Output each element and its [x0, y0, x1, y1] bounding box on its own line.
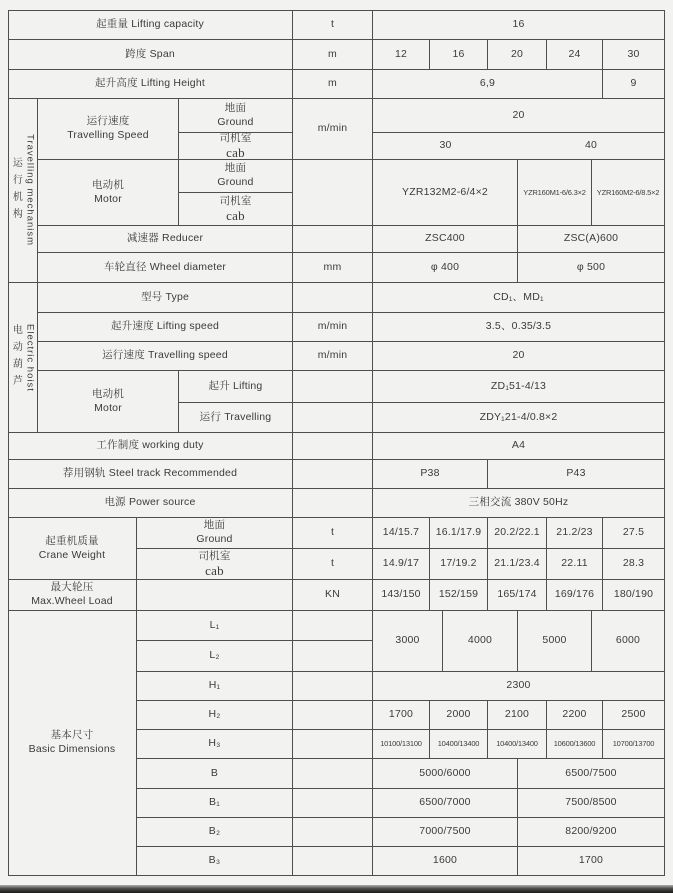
basic-dimensions-label-line-2: Basic Dimensions	[28, 743, 116, 755]
crane-weight-label	[8, 518, 137, 580]
span-value-2: 16	[430, 40, 488, 70]
crane-weight-ground-value-1: 14/15.7	[373, 518, 430, 549]
lifting-height-unit: m	[293, 70, 373, 99]
dim-h2-value-2: 2000	[430, 701, 488, 730]
hoist-travelling-speed-value: 20	[373, 342, 665, 371]
hoist-travelling-speed-unit: m/min	[293, 342, 373, 371]
wheel-diameter-value-2: φ 500	[518, 253, 665, 283]
dim-l1-unit	[293, 611, 373, 641]
max-wheel-load-unit: KN	[293, 580, 373, 611]
dim-h2-value-4: 2200	[547, 701, 603, 730]
crane-weight-ground-label-line-1: 地面	[203, 519, 226, 532]
section-travelling-mechanism	[8, 99, 38, 283]
steel-track-label: 荐用钢轨 Steel track Recommended	[8, 460, 293, 489]
hoist-motor-travelling-unit	[293, 403, 373, 433]
travel-motor-value-1: YZR132M2-6/4×2	[373, 160, 518, 226]
travel-motor-ground-label-line-1: 地面	[224, 162, 247, 175]
travelling-speed-ground-label	[179, 99, 293, 133]
hoist-type-label: 型号 Type	[38, 283, 293, 313]
max-wheel-load-label-line-1: 最大轮压	[50, 581, 94, 594]
dim-l-value-4: 6000	[592, 611, 665, 672]
dim-b2-value-2: 8200/9200	[518, 818, 665, 847]
dim-b3-unit	[293, 847, 373, 876]
dim-h3-value-4: 10600/13600	[547, 730, 603, 759]
dim-b1-label: B₁	[137, 789, 293, 818]
travelling-speed-label	[38, 99, 179, 160]
page-bottom-edge	[0, 885, 673, 893]
travel-motor-ground-label-line-2: Ground	[217, 176, 254, 188]
travel-motor-cab-label	[179, 193, 293, 226]
dim-b2-label: B₂	[137, 818, 293, 847]
max-wheel-load-value-2: 152/159	[430, 580, 488, 611]
dim-h1-value: 2300	[373, 672, 665, 701]
dim-b3-value-2: 1700	[518, 847, 665, 876]
dim-b-unit	[293, 759, 373, 789]
crane-weight-ground-value-3: 20.2/22.1	[488, 518, 547, 549]
wheel-diameter-value-1: φ 400	[373, 253, 518, 283]
dim-h1-unit	[293, 672, 373, 701]
working-duty-label: 工作制度 working duty	[8, 433, 293, 460]
dim-h2-value-1: 1700	[373, 701, 430, 730]
max-wheel-load-value-5: 180/190	[603, 580, 665, 611]
crane-weight-ground-label	[137, 518, 293, 549]
lifting-capacity-unit: t	[293, 10, 373, 40]
crane-weight-cab-value-4: 22.11	[547, 549, 603, 580]
dim-h3-value-5: 10700/13700	[603, 730, 665, 759]
lifting-capacity-value: 16	[373, 10, 665, 40]
travel-motor-value-2: YZR160M1-6/6.3×2	[518, 160, 592, 226]
dim-l-value-2: 4000	[443, 611, 518, 672]
dim-b-label: B	[137, 759, 293, 789]
working-duty-value: A4	[373, 433, 665, 460]
travel-motor-ground-label	[179, 160, 293, 193]
dim-h2-label: H₂	[137, 701, 293, 730]
crane-weight-cab-unit: t	[293, 549, 373, 580]
span-value-1: 12	[373, 40, 430, 70]
wheel-diameter-label: 车轮直径 Wheel diameter	[38, 253, 293, 283]
travel-motor-cab-label-line-1: 司机室	[219, 195, 252, 208]
crane-weight-ground-value-4: 21.2/23	[547, 518, 603, 549]
wheel-diameter-unit: mm	[293, 253, 373, 283]
power-source-value: 三相交流 380V 50Hz	[373, 489, 665, 518]
dim-l1-label: L₁	[137, 611, 293, 641]
travelling-speed-cab-label-line-2: cab	[226, 144, 245, 160]
span-value-4: 24	[547, 40, 603, 70]
hoist-motor-lifting-value: ZD₁51-4/13	[373, 371, 665, 403]
section-electric-hoist-en-text: Electric hoist	[24, 323, 36, 392]
travelling-speed-label-line-2: Travelling Speed	[67, 129, 149, 141]
travel-motor-cab-label-line-2: cab	[226, 207, 245, 223]
crane-weight-cab-value-2: 17/19.2	[430, 549, 488, 580]
dim-l-value-1: 3000	[373, 611, 443, 672]
working-duty-unit	[293, 433, 373, 460]
crane-weight-cab-label-line-2: cab	[205, 562, 224, 578]
dim-b-value-2: 6500/7500	[518, 759, 665, 789]
basic-dimensions-label-line-1: 基本尺寸	[50, 729, 94, 742]
crane-weight-cab-value-3: 21.1/23.4	[488, 549, 547, 580]
basic-dimensions-label	[8, 611, 137, 876]
reducer-unit	[293, 226, 373, 253]
dim-l2-label: L₂	[137, 641, 293, 672]
dim-h3-unit	[293, 730, 373, 759]
crane-weight-cab-label	[137, 549, 293, 580]
travelling-speed-unit: m/min	[293, 99, 373, 160]
dim-b-value-1: 5000/6000	[373, 759, 518, 789]
dim-h3-value-1: 10100/13100	[373, 730, 430, 759]
span-unit: m	[293, 40, 373, 70]
hoist-motor-lifting-unit	[293, 371, 373, 403]
travelling-speed-ground-value: 20	[373, 99, 665, 133]
crane-weight-cab-label-line-1: 司机室	[198, 550, 231, 563]
hoist-motor-lifting-label: 起升 Lifting	[179, 371, 293, 403]
dim-h3-label: H₃	[137, 730, 293, 759]
travel-motor-label-line-1: 电动机	[91, 178, 125, 191]
dim-b3-value-1: 1600	[373, 847, 518, 876]
span-label: 跨度 Span	[8, 40, 293, 70]
travelling-speed-ground-label-line-2: Ground	[217, 115, 254, 128]
hoist-motor-label-line-2: Motor	[94, 401, 122, 414]
lifting-capacity-label: 起重量 Lifting capacity	[8, 10, 293, 40]
hoist-motor-label	[38, 371, 179, 433]
dim-b2-unit	[293, 818, 373, 847]
crane-weight-ground-label-line-2: Ground	[196, 533, 233, 545]
dim-b2-value-1: 7000/7500	[373, 818, 518, 847]
travel-motor-unit	[293, 160, 373, 226]
lifting-height-value-2: 9	[603, 70, 665, 99]
lifting-height-label: 起升高度 Lifting Height	[8, 70, 293, 99]
travel-motor-label	[38, 160, 179, 226]
dim-l-value-3: 5000	[518, 611, 592, 672]
dim-h1-label: H₁	[137, 672, 293, 701]
max-wheel-load-value-4: 169/176	[547, 580, 603, 611]
dim-b1-unit	[293, 789, 373, 818]
hoist-motor-travelling-value: ZDY₁21-4/0.8×2	[373, 403, 665, 433]
travel-motor-value-3: YZR160M2-6/8.5×2	[592, 160, 665, 226]
travelling-speed-ground-label-line-1: 地面	[224, 101, 247, 114]
travel-motor-label-line-2: Motor	[94, 192, 122, 205]
hoist-motor-label-line-1: 电动机	[91, 387, 125, 400]
travelling-speed-cab-label-line-1: 司机室	[219, 133, 252, 145]
crane-weight-ground-value-5: 27.5	[603, 518, 665, 549]
reducer-value-2: ZSC(A)600	[518, 226, 665, 253]
dim-b1-value-2: 7500/8500	[518, 789, 665, 818]
crane-weight-label-line-2: Crane Weight	[38, 548, 106, 561]
crane-weight-ground-value-2: 16.1/17.9	[430, 518, 488, 549]
lifting-height-value-1: 6,9	[373, 70, 603, 99]
max-wheel-load-value-1: 143/150	[373, 580, 430, 611]
reducer-value-1: ZSC400	[373, 226, 518, 253]
max-wheel-load-label	[8, 580, 137, 611]
travelling-speed-label-line-1: 运行速度	[86, 115, 130, 128]
dim-h2-unit	[293, 701, 373, 730]
hoist-type-value: CD₁、MD₁	[373, 283, 665, 313]
crane-weight-cab-value-5: 28.3	[603, 549, 665, 580]
span-value-3: 20	[488, 40, 547, 70]
max-wheel-load-label-line-2: Max.Wheel Load	[31, 595, 113, 607]
section-travelling-mechanism-en-text: Travelling mechanism	[24, 134, 36, 247]
dim-b3-label: B₃	[137, 847, 293, 876]
reducer-label: 减速器 Reducer	[38, 226, 293, 253]
hoist-lifting-speed-value: 3.5、0.35/3.5	[373, 313, 665, 342]
steel-track-unit	[293, 460, 373, 489]
dim-h2-value-3: 2100	[488, 701, 547, 730]
hoist-lifting-speed-unit: m/min	[293, 313, 373, 342]
steel-track-value-1: P38	[373, 460, 488, 489]
dim-h2-value-5: 2500	[603, 701, 665, 730]
power-source-label: 电源 Power source	[8, 489, 293, 518]
dim-b1-value-1: 6500/7000	[373, 789, 518, 818]
crane-weight-label-line-1: 起重机质量	[45, 534, 99, 547]
travelling-speed-cab-label	[179, 133, 293, 160]
hoist-travelling-speed-label: 运行速度 Travelling speed	[38, 342, 293, 371]
hoist-motor-travelling-label: 运行 Travelling	[179, 403, 293, 433]
dim-l2-unit	[293, 641, 373, 672]
hoist-lifting-speed-label: 起升速度 Lifting speed	[38, 313, 293, 342]
crane-weight-ground-unit: t	[293, 518, 373, 549]
dim-h3-value-2: 10400/13400	[430, 730, 488, 759]
travelling-speed-cab-value-2: 40	[518, 133, 665, 160]
section-electric-hoist	[8, 283, 38, 433]
section-electric-hoist-cn-text: 电动葫芦	[10, 323, 22, 392]
max-wheel-load-sub	[137, 580, 293, 611]
travelling-speed-cab-value-1: 30	[373, 133, 518, 160]
max-wheel-load-value-3: 165/174	[488, 580, 547, 611]
span-value-5: 30	[603, 40, 665, 70]
crane-weight-cab-value-1: 14.9/17	[373, 549, 430, 580]
power-source-unit	[293, 489, 373, 518]
steel-track-value-2: P43	[488, 460, 665, 489]
hoist-type-unit	[293, 283, 373, 313]
section-travelling-mechanism-cn-text: 运行机构	[10, 156, 22, 225]
dim-h3-value-3: 10400/13400	[488, 730, 547, 759]
